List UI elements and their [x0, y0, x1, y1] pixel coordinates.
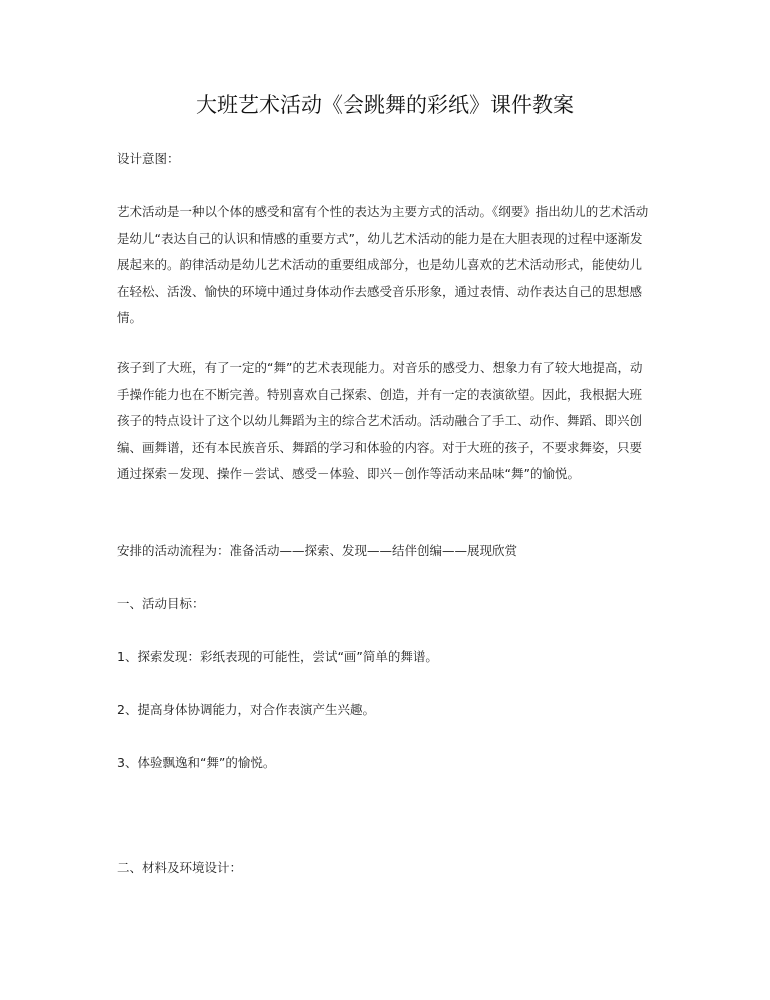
section-heading-design-intent: 设计意图：	[117, 151, 180, 166]
goal-item-3: 3、体验飘逸和“舞”的愉悦。	[117, 755, 276, 770]
paragraph-children-ability: 孩子到了大班，有了一定的“舞”的艺术表现能力。对音乐的感受力、想象力有了较大地提高，动手操作能力也在不断完善。特别喜欢自己探索、创造，并有一定的表演欲望。因此，我根据大班孩子的特点设计了这个以幼儿舞蹈为主的综合艺术活动。活动融合了手工、动作、舞蹈、即兴创编、画舞谱，还有本民族音乐、舞蹈的学习和体验的内容。对于大班的孩子，不要求舞姿，只要通过探索－发现、操作－尝试、感受－体验、即兴－创作等活动来品味“舞”的愉悦。	[117, 360, 643, 481]
document-title: 大班艺术活动《会跳舞的彩纸》课件教案	[196, 93, 574, 117]
section-heading-materials: 二、材料及环境设计：	[117, 860, 243, 875]
paragraph-art-activity-intro: 艺术活动是一种以个体的感受和富有个性的表达为主要方式的活动。《纲要》指出幼儿的艺术活动是幼儿“表达自己的认识和情感的重要方式”，幼儿艺术活动的能力是在大胆表现的过程中逐渐发展起来的。韵律活动是幼儿艺术活动的重要组成部分，也是幼儿喜欢的艺术活动形式，能使幼儿在轻松、活泼、愉快的环境中通过身体动作去感受音乐形象，通过表情、动作表达自己的思想感情。	[117, 204, 649, 325]
paragraph-activity-flow: 安排的活动流程为：准备活动——探索、发现——结伴创编——展现欣赏	[117, 543, 518, 558]
goal-item-2: 2、提高身体协调能力，对合作表演产生兴趣。	[117, 702, 375, 717]
goal-item-1: 1、探索发现：彩纸表现的可能性，尝试“画”简单的舞谱。	[117, 649, 438, 664]
section-heading-activity-goals: 一、活动目标：	[117, 596, 205, 611]
